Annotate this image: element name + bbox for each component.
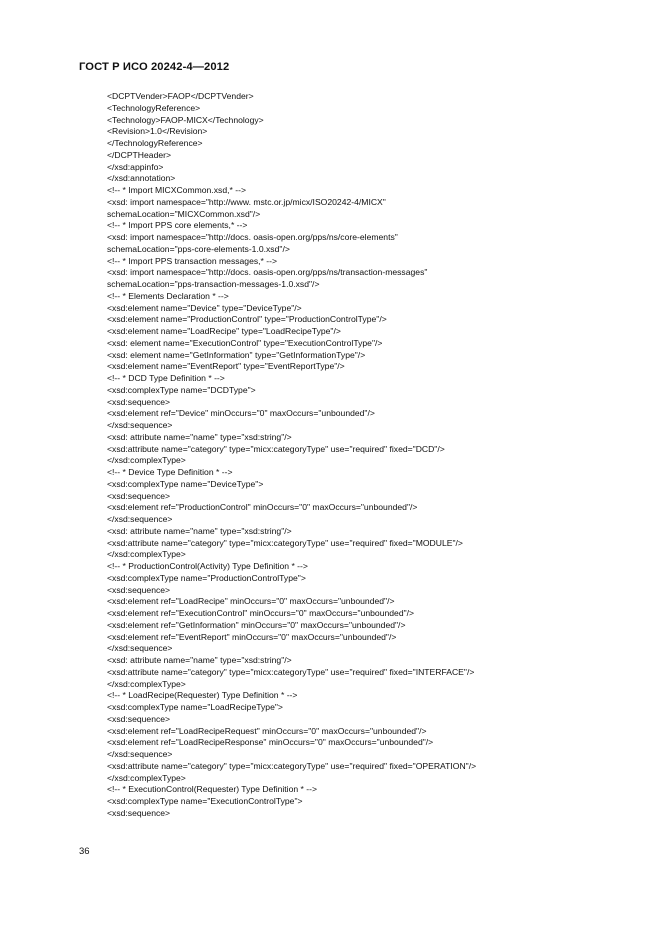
code-line: <xsd:sequence> xyxy=(107,396,171,407)
code-line: <!-- * Import PPS core elements,* --> xyxy=(107,220,248,231)
code-line: schemaLocation="MICXCommon.xsd"/> xyxy=(107,208,261,219)
code-line: <xsd:element name="ProductionControl" type="ProductionControlType"/> xyxy=(107,314,387,325)
code-line: <xsd:element ref="LoadRecipeRequest" minOccurs="0" maxOccurs="unbounded"/> xyxy=(107,725,427,736)
code-line: <xsd:attribute name="category" type="micx:categoryType" use="required" fixed="MODULE"/> xyxy=(107,537,463,548)
code-line: </xsd:sequence> xyxy=(107,749,173,759)
code-line: </xsd:sequence> xyxy=(107,420,173,430)
code-line: <xsd:element ref="GetInformation" minOccurs="0" maxOccurs="unbounded"/> xyxy=(107,619,406,630)
code-line: <Revision>1.0</Revision> xyxy=(107,126,208,137)
code-line: <xsd:element ref="LoadRecipeResponse" minOccurs="0" maxOccurs="unbounded"/> xyxy=(107,737,434,748)
code-line: <xsd:sequence> xyxy=(107,713,171,724)
code-line: <!-- * Import MICXCommon.xsd,* --> xyxy=(107,185,246,195)
code-line: </DCPTHeader> xyxy=(107,149,172,160)
code-line: <xsd: import namespace="http://docs. oasis-open.org/pps/ns/transaction-messages" xyxy=(107,267,428,278)
code-line: <xsd:attribute name="category" type="micx:categoryType" use="required" fixed="OPERATION"/> xyxy=(107,760,477,771)
code-line: <xsd:complexType name="ProductionControlType"> xyxy=(107,572,306,583)
code-line: </xsd:complexType> xyxy=(107,455,186,466)
code-line: schemaLocation="pps-transaction-messages-1.0.xsd"/> xyxy=(107,279,320,289)
code-line: <xsd:element ref="Device" minOccurs="0" maxOccurs="unbounded"/> xyxy=(107,408,375,419)
code-line: </xsd:sequence> xyxy=(107,514,173,524)
code-line: <xsd: element name="ExecutionControl" type="ExecutionControlType"/> xyxy=(107,337,383,348)
code-line: </xsd:sequence> xyxy=(107,643,173,654)
code-line: <xsd:sequence> xyxy=(107,490,171,501)
code-line: <xsd:complexType name="ExecutionControlType"> xyxy=(107,796,303,806)
code-line: </xsd:complexType> xyxy=(107,549,186,560)
code-line: </xsd:annotation> xyxy=(107,173,176,184)
code-line: <xsd:complexType name="DeviceType"> xyxy=(107,478,264,489)
code-line: <xsd:attribute name="category" type="micx:categoryType" use="required" fixed="INTERFACE"/> xyxy=(107,666,475,677)
code-line: </TechnologyReference> xyxy=(107,138,203,148)
code-line: <TechnologyReference> xyxy=(107,102,201,113)
code-line: <xsd:element name="Device" type="DeviceType"/> xyxy=(107,302,302,313)
code-line: <xsd: attribute name="name" type="xsd:string"/> xyxy=(107,431,292,442)
code-line: <xsd:complexType name="DCDType"> xyxy=(107,384,256,395)
code-line: <xsd:attribute name="category" type="micx:categoryType" use="required" fixed="DCD"/> xyxy=(107,443,445,454)
page-number: 36 xyxy=(79,846,90,857)
code-line: <!-- * ProductionControl(Activity) Type Definition * --> xyxy=(107,561,308,571)
code-line: <xsd:element ref="LoadRecipe" minOccurs="0" maxOccurs="unbounded"/> xyxy=(107,596,395,607)
code-line: <xsd: attribute name="name" type="xsd:string"/> xyxy=(107,655,292,665)
code-line: <xsd: attribute name="name" type="xsd:string"/> xyxy=(107,525,292,536)
code-line: <!-- * DCD Type Definition * --> xyxy=(107,373,225,383)
code-line: <!-- * Elements Declaration * --> xyxy=(107,290,229,301)
code-line: <xsd: import namespace="http://docs. oasis-open.org/pps/ns/core-elements" xyxy=(107,232,398,242)
code-line: <xsd: element name="GetInformation" type="GetInformationType"/> xyxy=(107,349,366,360)
code-line: <xsd:element ref="ProductionControl" minOccurs="0" maxOccurs="unbounded"/> xyxy=(107,502,418,513)
code-line: <xsd:element ref="ExecutionControl" minOccurs="0" maxOccurs="unbounded"/> xyxy=(107,608,415,618)
code-line: <!-- * ExecutionControl(Requester) Type Definition * --> xyxy=(107,784,318,795)
code-line: <xsd:complexType name="LoadRecipeType"> xyxy=(107,702,283,712)
xsd-code-listing xyxy=(107,91,627,820)
code-line: </xsd:appinfo> xyxy=(107,161,164,172)
code-line: </xsd:complexType> xyxy=(107,678,186,689)
code-line: <xsd:sequence> xyxy=(107,584,171,595)
code-line: <!-- * Import PPS transaction messages,* --> xyxy=(107,255,278,266)
code-line: <!-- * Device Type Definition * --> xyxy=(107,467,233,477)
code-line: schemaLocation="pps-core-elements-1.0.xsd"/> xyxy=(107,243,290,254)
code-line: <xsd:element ref="EventReport" minOccurs="0" maxOccurs="unbounded"/> xyxy=(107,631,397,642)
code-line: <xsd:sequence> xyxy=(107,807,171,818)
code-line: <DCPTVender>FAOP</DCPTVender> xyxy=(107,91,254,101)
code-line: <!-- * LoadRecipe(Requester) Type Definition * --> xyxy=(107,690,298,701)
code-line: <xsd:element name="LoadRecipe" type="LoadRecipeType"/> xyxy=(107,326,341,336)
code-line: </xsd:complexType> xyxy=(107,772,186,783)
code-line: <Technology>FAOP-MICX</Technology> xyxy=(107,114,264,125)
code-line: <xsd:element name="EventReport" type="EventReportType"/> xyxy=(107,361,345,372)
code-line: <xsd: import namespace="http://www. mstc.or.jp/micx/ISO20242-4/MICX" xyxy=(107,196,386,207)
page-title: ГОСТ Р ИСО 20242-4—2012 xyxy=(79,61,230,73)
